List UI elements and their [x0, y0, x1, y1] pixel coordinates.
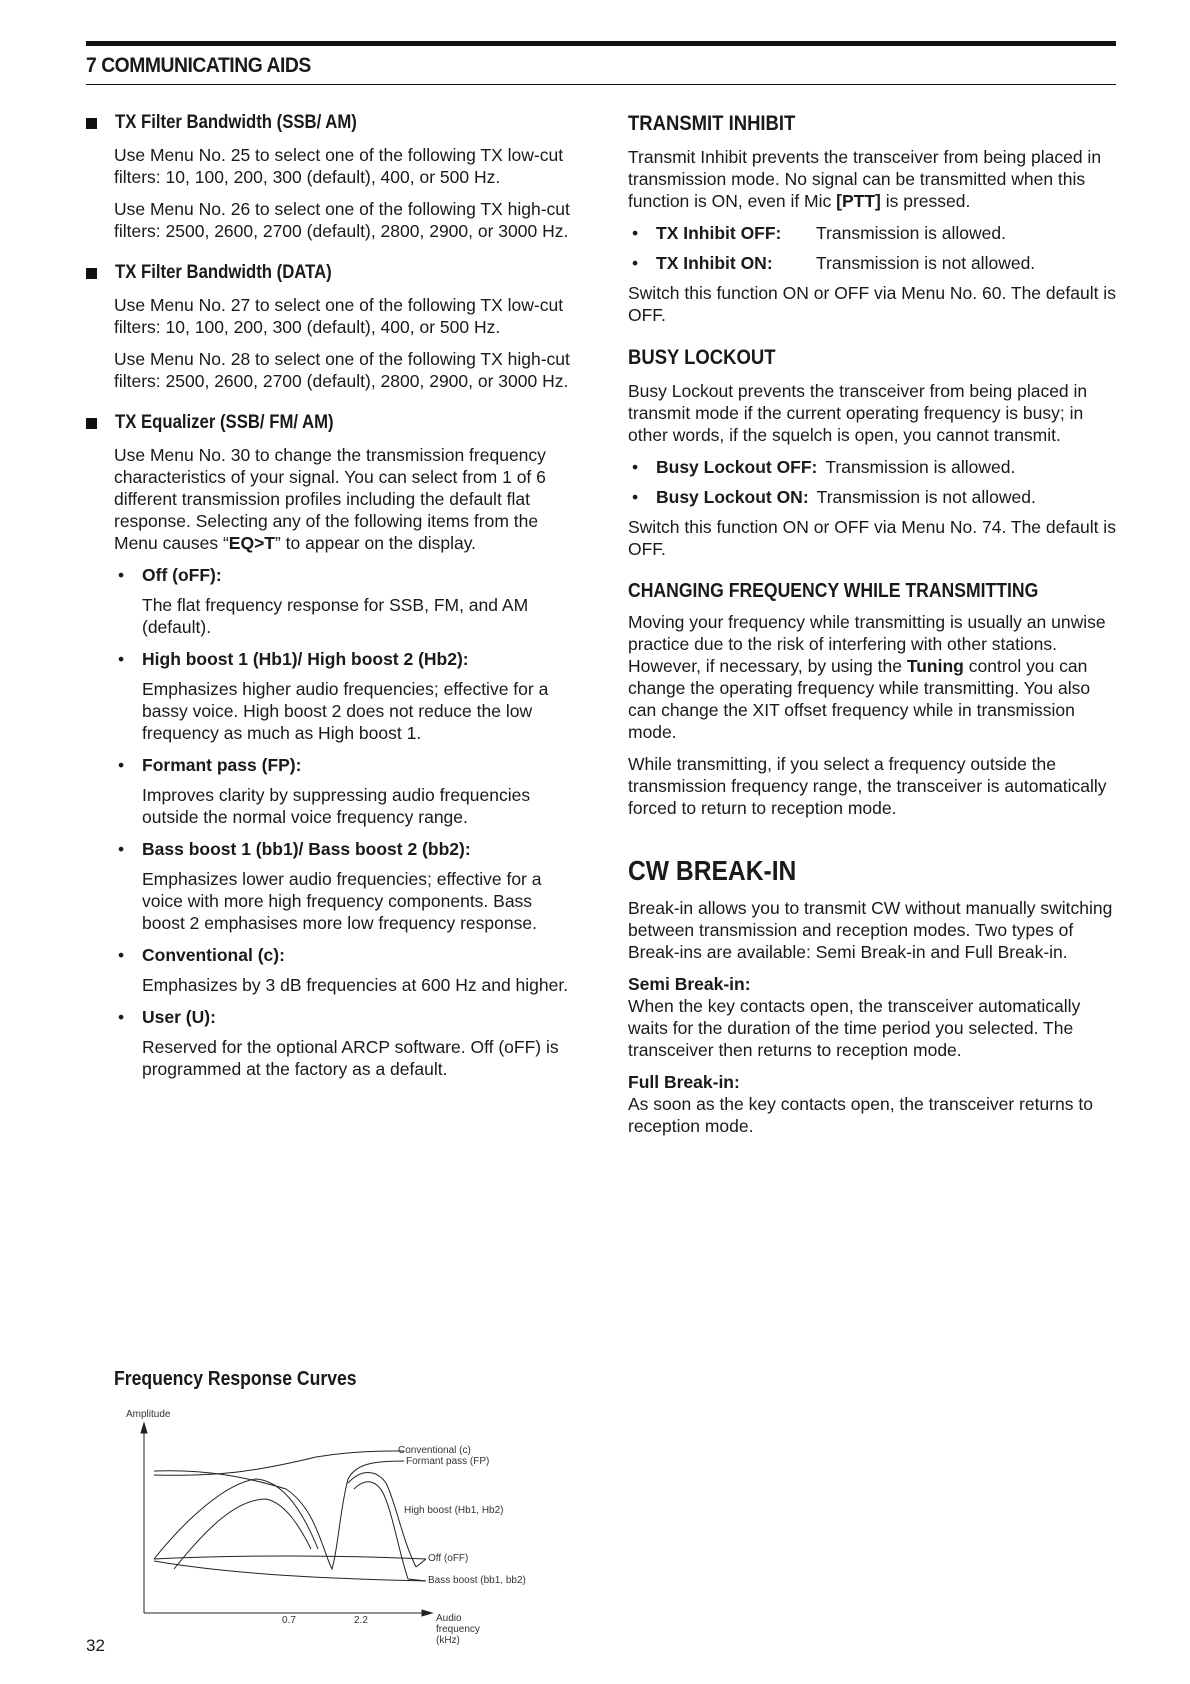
right-column	[628, 112, 1118, 1147]
list-item: • Busy Lockout ON: Transmission is not allowed.	[632, 487, 1036, 507]
tick-label: 2.2	[354, 1615, 368, 1626]
curve-high-boost-2	[174, 1499, 311, 1569]
section-heading-tx-filter-ssb: TX Filter Bandwidth (SSB/ AM)	[86, 112, 576, 134]
square-bullet-icon	[86, 268, 97, 279]
list-item: • TX Inhibit OFF: Transmission is allowed.	[632, 223, 1006, 243]
x-axis-label: Audio	[436, 1613, 462, 1624]
paragraph: Use Menu No. 30 to change the transmission frequency characteristics of your signal. You can select from 1 of 6 different transmission profiles including the default flat response. Selecting any of the following items from the Menu causes “EQ>T” to appear on the display.	[114, 445, 546, 553]
curve-bass-boost-2	[354, 1482, 408, 1579]
legend-formant-pass: Formant pass (FP)	[406, 1456, 490, 1467]
x-axis-arrow-icon	[422, 1610, 432, 1616]
section-heading-tx-equalizer: TX Equalizer (SSB/ FM/ AM)	[86, 412, 576, 434]
frequency-response-figure	[86, 1368, 586, 1661]
paragraph: Switch this function ON or OFF via Menu No. 60. The default is OFF.	[628, 283, 1116, 325]
section-heading-tx-filter-data: TX Filter Bandwidth (DATA)	[86, 262, 576, 284]
semi-break-in: Semi Break-in: When the key contacts open, the transceiver automatically waits for the duration of the time period you selected. The transceiver then returns to reception mode.	[628, 974, 1081, 1060]
paragraph: Busy Lockout prevents the transceiver from being placed in transmit mode if the current operating frequency is busy; in other words, if the squelch is open, you cannot transmit.	[628, 381, 1088, 445]
list-item: • Bass boost 1 (bb1)/ Bass boost 2 (bb2):	[118, 839, 471, 859]
legend-off: Off (oFF)	[428, 1553, 469, 1564]
list-item: • Off (oFF):	[118, 565, 222, 585]
paragraph: Use Menu No. 27 to select one of the following TX low-cut filters: 10, 100, 200, 300 (default), 400, or 500 Hz.	[114, 295, 564, 337]
page-number: 32	[86, 1636, 105, 1655]
paragraph: Use Menu No. 28 to select one of the following TX high-cut filters: 2500, 2600, 2700 (default), 2800, 2900, or 3000 Hz.	[114, 349, 570, 391]
ptt-key: [PTT]	[836, 191, 881, 211]
paragraph: Switch this function ON or OFF via Menu No. 74. The default is OFF.	[628, 517, 1116, 559]
curve-formant-pass	[154, 1461, 404, 1569]
square-bullet-icon	[86, 418, 97, 429]
figure-title: Frequency Response Curves	[114, 1368, 357, 1390]
tick-label: 0.7	[282, 1615, 296, 1626]
leader-line	[416, 1559, 426, 1567]
list-item: • High boost 1 (Hb1)/ High boost 2 (Hb2):	[118, 649, 469, 669]
left-column	[86, 112, 576, 1090]
y-axis-arrow-icon	[141, 1423, 147, 1433]
paragraph: Moving your frequency while transmitting is usually an unwise practice due to the risk of interfering with other stations. However, if necessary, by using the Tuning control you can change the operating frequency while transmitting. You also can change the XIT offset frequency while in transmission mode.	[628, 612, 1106, 742]
section-heading-transmit-inhibit: TRANSMIT INHIBIT	[628, 112, 796, 135]
display-code: EQ>T	[228, 533, 275, 553]
frequency-response-chart	[86, 1399, 586, 1661]
paragraph: Transmit Inhibit prevents the transceiver from being placed in transmission mode. No signal can be transmitted when this function is ON, even if Mic [PTT] is pressed.	[628, 147, 1102, 211]
chapter-title: 7 COMMUNICATING AIDS	[86, 54, 311, 77]
section-heading-busy-lockout: BUSY LOCKOUT	[628, 346, 776, 369]
legend-bass-boost: Bass boost (bb1, bb2)	[428, 1575, 526, 1586]
list-item: • Busy Lockout OFF: Transmission is allowed.	[632, 457, 1016, 477]
header-rule-thick	[86, 41, 1116, 46]
square-bullet-icon	[86, 118, 97, 129]
paragraph: Use Menu No. 26 to select one of the following TX high-cut filters: 2500, 2600, 2700 (default), 2800, 2900, or 3000 Hz.	[114, 199, 570, 241]
x-axis-label: (kHz)	[436, 1635, 460, 1646]
paragraph: Use Menu No. 25 to select one of the following TX low-cut filters: 10, 100, 200, 300 (default), 400, or 500 Hz.	[114, 145, 564, 187]
legend-conventional: Conventional (c)	[398, 1445, 471, 1456]
paragraph: Break-in allows you to transmit CW without manually switching between transmission and reception modes. Two types of Break-ins are available: Semi Break-in and Full Break-in.	[628, 898, 1113, 962]
section-heading-cw-break-in: CW BREAK-IN	[628, 855, 797, 886]
list-item: • Conventional (c):	[118, 945, 285, 965]
list-item: • User (U):	[118, 1007, 216, 1027]
full-break-in: Full Break-in: As soon as the key contacts open, the transceiver returns to reception mode.	[628, 1072, 1093, 1136]
paragraph: While transmitting, if you select a frequency outside the transmission frequency range, the transceiver is automatically forced to return to reception mode.	[628, 754, 1107, 818]
header-rule-thin	[86, 84, 1116, 85]
curve-bass-boost-1	[348, 1473, 416, 1568]
curve-off	[154, 1556, 426, 1559]
curve-bass-boost-flat	[154, 1561, 426, 1581]
x-axis-label: frequency	[436, 1624, 480, 1635]
equalizer-list: • Off (oFF): The flat frequency response for SSB, FM, and AM (default). • High boost 1 (Hb1)/ High boost 2 (Hb2): Emphasizes higher audio frequencies; effective for a bassy voice. High boost 2 does not reduce the low frequency as much as High boost 1. • Formant pass (FP): Improves clarity by suppressing audio frequencies outside the normal voice frequency range. • Bass boost 1 (bb1)/ Bass boost 2 (bb2): Emphasizes lower audio frequencies; effective for a voice with more high frequency components. Bass boost 2 emphasises more low frequency response. • Conventional (c): Emphasizes by 3 dB frequencies at 600 Hz and higher. • User (U): Reserved for the optional ARCP software. Off (oFF) is programmed at the factory as a default.	[114, 564, 576, 1080]
list-item: • Formant pass (FP):	[118, 755, 302, 775]
list-item: • TX Inhibit ON: Transmission is not allowed.	[632, 253, 1036, 273]
section-heading-changing-frequency: CHANGING FREQUENCY WHILE TRANSMITTING	[628, 580, 1039, 602]
y-axis-label: Amplitude	[126, 1409, 171, 1420]
legend-high-boost: High boost (Hb1, Hb2)	[404, 1505, 504, 1516]
tuning-control: Tuning	[906, 656, 964, 676]
